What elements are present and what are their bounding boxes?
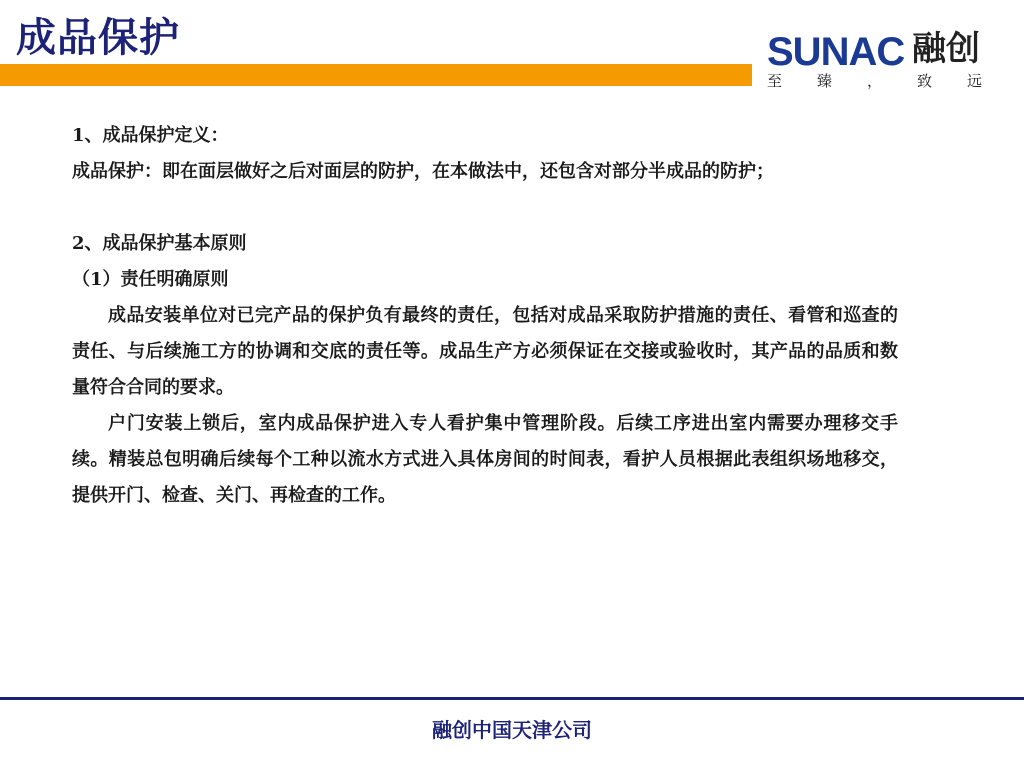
- slogan-char: 致: [916, 72, 932, 90]
- logo-slogan: [767, 70, 982, 91]
- definition-heading: 1、成品保护定义：: [72, 125, 229, 146]
- principles-heading: 2、成品保护基本原则: [72, 233, 247, 254]
- definition-text: 成品保护：即在面层做好之后对面层的防护，在本做法中，还包含对部分半成品的防护；: [72, 161, 774, 182]
- slogan-char: 至: [767, 72, 783, 90]
- body-content: [72, 118, 898, 514]
- principle-paragraph-2: 户门安装上锁后，室内成品保护进入专人看护集中管理阶段。后续工序进出室内需要办理移交手续。精装总包明确后续每个工种以流水方式进入具体房间的时间表，看护人员根据此表组织场地移交，提供开门、检查、关门、再检查的工作。: [72, 413, 898, 506]
- slide-title: 成品保护: [16, 15, 180, 61]
- paragraph-gap: [72, 190, 898, 226]
- footer-company: 融创中国天津公司: [432, 718, 592, 742]
- principle-paragraph-1: 成品安装单位对已完产品的保护负有最终的责任，包括对成品采取防护措施的责任、看管和巡查的责任、与后续施工方的协调和交底的责任等。成品生产方必须保证在交接或验收时，其产品的品质和数量符合合同的要求。: [72, 305, 898, 398]
- logo-brand-en: SUNAC: [767, 30, 905, 74]
- sunac-logo: [767, 30, 987, 90]
- slogan-char: 臻: [816, 72, 832, 90]
- logo-brand-cn: 融创: [912, 29, 980, 69]
- slogan-char: ，: [866, 72, 882, 90]
- title-accent-bar: [0, 64, 752, 86]
- slogan-char: 远: [966, 72, 982, 90]
- principle-subheading: （1）责任明确原则: [72, 269, 229, 290]
- footer-divider: [0, 697, 1024, 700]
